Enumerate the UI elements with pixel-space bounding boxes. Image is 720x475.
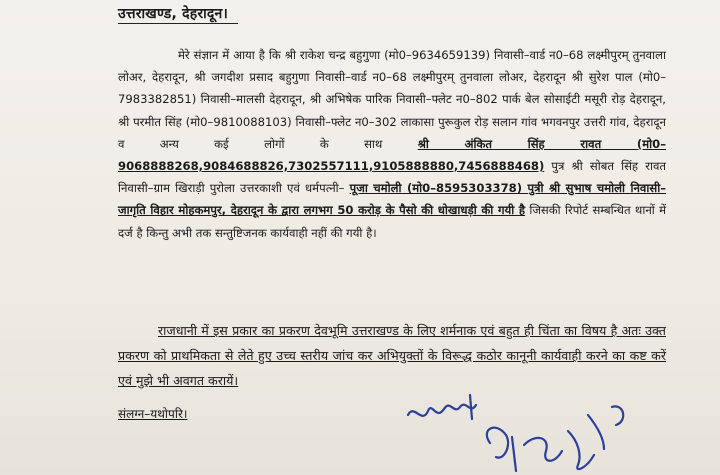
accused-parentage-residence: पुत्र श्री सोबत सिंह रावत निवासी–ग्राम खिराड़ी पुरोला उत्तरकाशी एवं धर्मपत्नी– <box>118 159 666 196</box>
complaint-text-intro: मेरे संज्ञान में आया है कि श्री राकेश चन्द्र बहुगुणा (मो0–9634659139) निवासी–वार्ड न0–68 लक्ष्मीपुरम् तुनवाला लोअर, देहरादून, श्री जगदीश प्रसाद बहुगुणा निवासी–वार्ड न0–68 लक्ष्मीपुरम् तुनवाला लोअर, देहरादून श्री सुरेश पाल (मो0–7983382851) निवासी–मालसी देहरादून, श्री अभिषेक पारिक निवासी–फ्लेट न0–802 पार्क बेल सोसाईटी मसूरी रोड़ देहरादून, श्री परमीत सिंह (मो0–9810088103) निवासी–फ्लेट न0–302 लाकासा पुरूकुल रोड़ सलान गांव भगवनपुर उत्तरी गांव, देहरादून व अन्य कई लोगों के साथ <box>118 48 666 151</box>
address-heading: उत्तराखण्ड, देहरादून। <box>118 6 229 22</box>
handwritten-signature <box>400 385 660 475</box>
enclosure-note: संलग्न–यथोपरि। <box>118 407 188 421</box>
heading-underline <box>118 23 238 24</box>
accused-name-contact: श्री अंकित सिंह रावत (मो0–9068888268,9084688826,7302557111,9105888880,7456888468) <box>118 136 667 174</box>
fraud-statement: पूजा चमोली (मो0–8595303378) पुत्री श्री सुभाष चमोली निवासी– जागृति विहार मोहकमपुर, देहरादून के द्वारा लगभग 50 करोड़ के पैसो की धोखाधड़ी की गयी है <box>118 181 666 218</box>
request-paragraph: राजधानी में इस प्रकार का प्रकरण देवभूमि उत्तराखण्ड के लिए शर्मनाक एवं बहुत ही चिंता का विषय है अतः उक्त प्रकरण को प्राथमिकता से लेते हुए उच्च स्तरीय जांच कर अभियुक्तों के विरूद्ध कठोर कानूनी कार्यवाही करने का कष्ट करें एवं मुझे भी अवगत करायें। <box>118 323 666 388</box>
complaint-paragraph <box>118 44 666 244</box>
complaint-text-closing: जिसकी रिपोर्ट सम्बन्धित थानों में दर्ज है किन्तु अभी तक सन्तुष्टिजनक कार्यवाही नहीं की गयी है। <box>118 203 667 240</box>
